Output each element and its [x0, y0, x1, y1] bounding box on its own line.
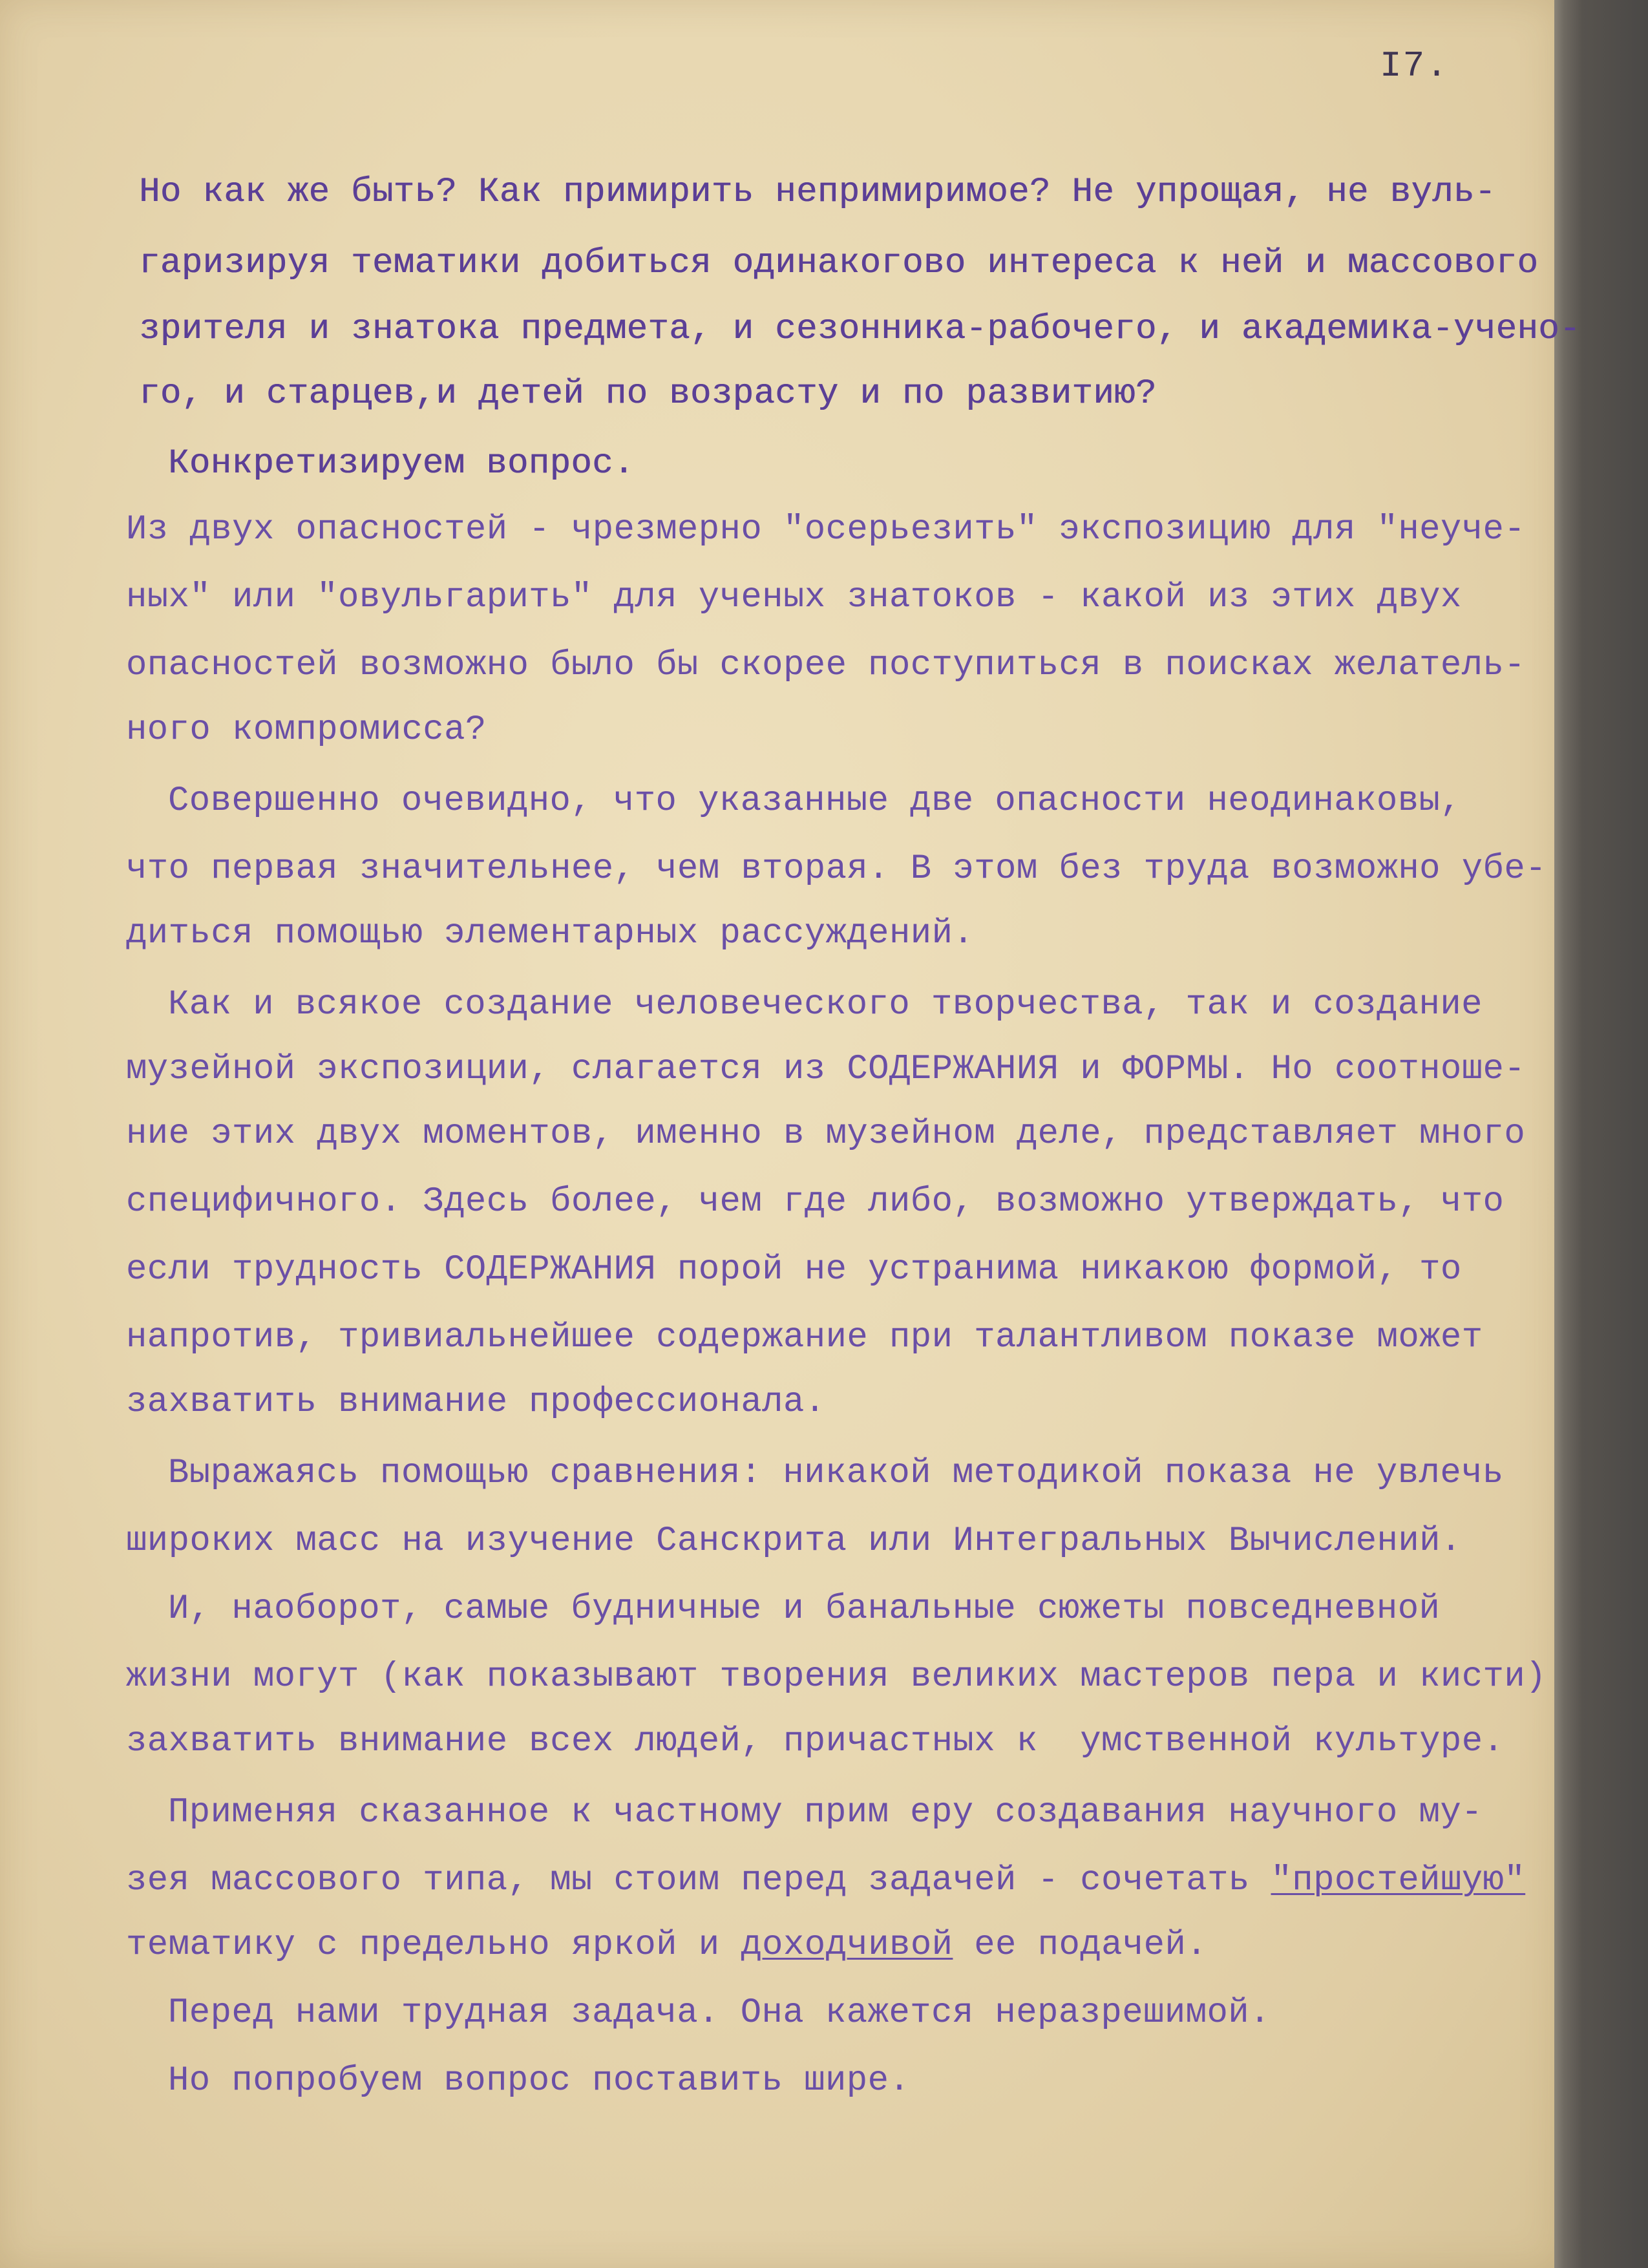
- text-line: специфичного. Здесь более, чем где либо, возможно утверждать, что: [126, 1182, 1505, 1222]
- text-line: Выражаясь помощью сравнения: никакой методикой показа не увлечь: [168, 1454, 1504, 1493]
- text-line: Из двух опасностей - чрезмерно "осерьезить" экспозицию для "неуче-: [126, 510, 1526, 549]
- text-line: [126, 1926, 1207, 1965]
- text-segment: тематику с предельно яркой и: [126, 1925, 720, 1965]
- text-line: жизни могут (как показывают творения великих мастеров пера и кисти): [126, 1657, 1547, 1697]
- text-line: Но попробуем вопрос поставить шире.: [168, 2061, 911, 2101]
- text-line: го, и старцев,и детей по возрасту и по развитию?: [139, 374, 1157, 414]
- text-line: захватить внимание всех людей, причастных к умственной культуре.: [126, 1722, 1505, 1761]
- text-line: зрителя и знатока предмета, и сезонника-рабочего, и академика-учено-: [139, 310, 1581, 349]
- text-line: музейной экспозиции, слагается из СОДЕРЖАНИЯ и ФОРМЫ. Но соотноше-: [126, 1050, 1526, 1089]
- text-line: Перед нами трудная задача. Она кажется неразрешимой.: [168, 1993, 1271, 2033]
- text-line: Совершенно очевидно, что указанные две опасности неодинаковы,: [168, 781, 1462, 821]
- text-line: опасностей возможно было бы скорее поступиться в поисках желатель-: [126, 646, 1526, 685]
- text-line: широких масс на изучение Санскрита или Интегральных Вычислений.: [126, 1521, 1462, 1561]
- text-line: Применяя сказанное к частному прим еру создавания научного му-: [168, 1793, 1483, 1832]
- text-line: Конкретизируем вопрос.: [168, 444, 635, 483]
- text-line: И, наоборот, самые будничные и банальные сюжеты повседневной: [168, 1589, 1441, 1629]
- text-line: напротив, тривиальнейшее содержание при талантливом показе может: [126, 1318, 1483, 1357]
- text-line: диться помощью элементарных рассуждений.: [126, 914, 975, 953]
- text-line: ного компромисса?: [126, 710, 487, 750]
- text-line: захватить внимание профессионала.: [126, 1383, 826, 1422]
- underlined-word: "простейшую": [1271, 1861, 1526, 1900]
- text-line: что первая значительнее, чем вторая. В этом без труда возможно убе-: [126, 849, 1547, 889]
- text-line: Как и всякое создание человеческого творчества, так и создание: [168, 985, 1483, 1024]
- text-line: ние этих двух моментов, именно в музейном деле, представляет много: [126, 1114, 1526, 1154]
- text-line: если трудность СОДЕРЖАНИЯ порой не устранима никакою формой, то: [126, 1250, 1462, 1289]
- text-line: [126, 1861, 1525, 1900]
- text-line: ных" или "овульгарить" для ученых знатоков - какой из этих двух: [126, 578, 1462, 617]
- page-number: I7.: [1380, 45, 1449, 87]
- text-segment: ее подачей.: [953, 1925, 1208, 1965]
- text-line: гаризируя тематики добиться одинакогово интереса к ней и массового: [139, 244, 1539, 283]
- underlined-word: доходчивой: [741, 1925, 953, 1965]
- text-segment: зея массового типа, мы стоим перед задачей - сочетать: [126, 1861, 1250, 1900]
- text-line: Но как же быть? Как примирить непримиримое? Не упрощая, не вуль-: [139, 173, 1496, 212]
